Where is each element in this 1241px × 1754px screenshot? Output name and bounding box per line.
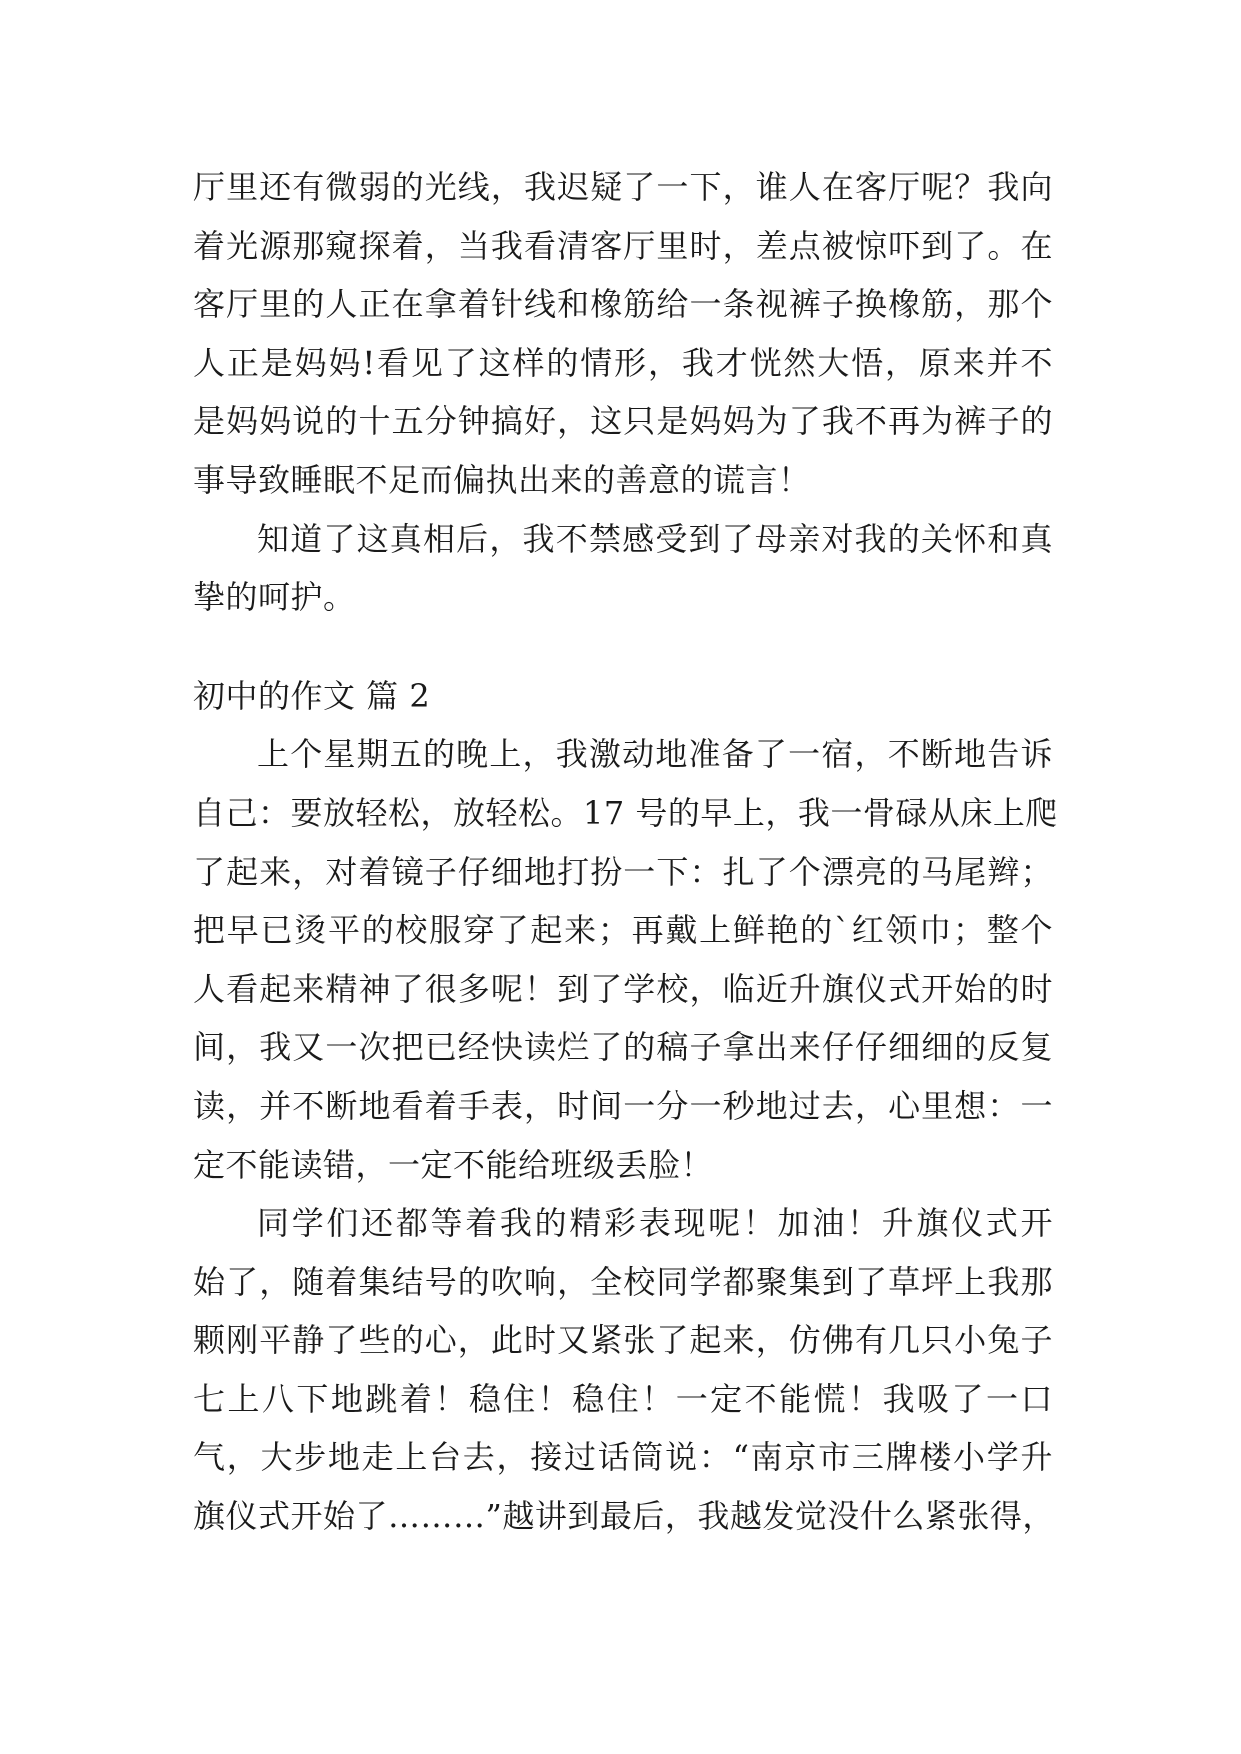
text-line: 七上八下地跳着！稳住！稳住！一定不能慌！我吸了一口 [193,1379,1053,1418]
section-gap [193,627,1053,667]
text-line: 厅里还有微弱的光线，我迟疑了一下，谁人在客厅呢？我向 [193,168,1053,206]
text-line: 旗仪式开始了………”越讲到最后，我越发觉没什么紧张得， [193,1497,1055,1536]
text-line: 间，我又一次把已经快读烂了的稿子拿出来仔仔细细的反复 [193,1028,1053,1067]
paragraph-3 [193,725,1058,1194]
section-title: 初中的作文 篇 2 [193,676,431,715]
text-line: 把早已烫平的校服穿了起来；再戴上鲜艳的`红领巾；整个 [193,911,1053,950]
text-line: 颗刚平静了些的心，此时又紧张了起来，仿佛有几只小兔子 [193,1321,1053,1360]
text-line: 是妈妈说的十五分钟搞好，这只是妈妈为了我不再为裤子的 [193,402,1053,441]
text-line: 人正是妈妈!看见了这样的情形，我才恍然大悟，原来并不 [193,343,1053,382]
text-line: 人看起来精神了很多呢！到了学校，临近升旗仪式开始的时 [193,969,1053,1008]
text-line: 挚的呵护。 [193,578,356,617]
text-line: 事导致睡眠不足而偏执出来的善意的谎言！ [193,460,811,499]
text-line: 上个星期五的晚上，我激动地准备了一宿，不断地告诉 [257,735,1053,774]
text-line: 客厅里的人正在拿着针线和橡筋给一条视裤子换橡筋，那个 [193,285,1053,324]
text-line: 着光源那窥探着，当我看清客厅里时，差点被惊吓到了。在 [193,226,1053,265]
text-line: 气，大步地走上台去，接过话筒说：“南京市三牌楼小学升 [193,1438,1053,1477]
text-line: 知道了这真相后，我不禁感受到了母亲对我的关怀和真 [257,519,1053,558]
paragraph-1 [193,158,1053,510]
text-line: 定不能读错，一定不能给班级丢脸！ [193,1145,714,1184]
text-line: 自己：要放轻松，放轻松。17 号的早上，我一骨碌从床上爬 [193,793,1058,832]
text-line: 读，并不断地看着手表，时间一分一秒地过去，心里想：一 [193,1086,1053,1125]
paragraph-4 [193,1194,1053,1546]
text-line: 同学们还都等着我的精彩表现呢！加油！升旗仪式开 [257,1204,1053,1243]
text-line: 始了，随着集结号的吹响，全校同学都聚集到了草坪上我那 [193,1262,1053,1301]
document-page [193,158,1058,1546]
paragraph-2 [193,510,1053,627]
text-line: 了起来，对着镜子仔细地打扮一下：扎了个漂亮的马尾辫； [193,852,1053,891]
